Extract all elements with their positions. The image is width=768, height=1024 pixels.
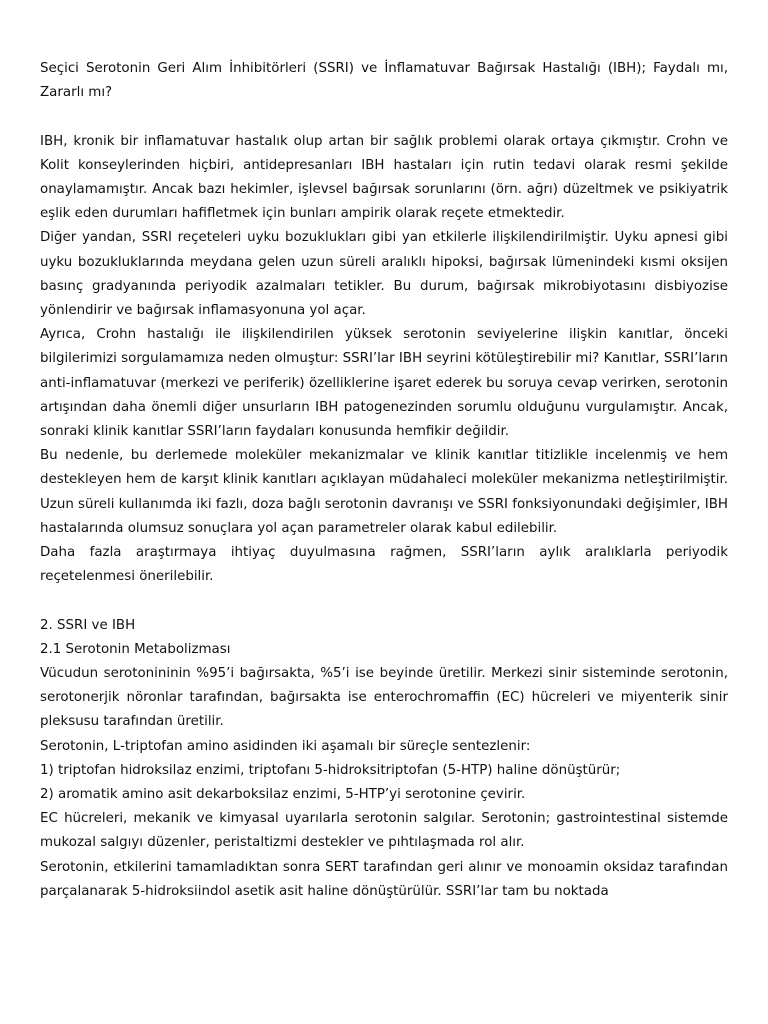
paragraph-body-4: Serotonin, etkilerini tamamladıktan sonra SERT tarafından geri alınır ve monoamin oksidaz tarafından parçalanarak 5-hidroksiindol asetik asit haline dönüştürülür. SSRI’lar tam bu noktada xyxy=(40,859,728,899)
paragraph-body-3: EC hücreleri, mekanik ve kimyasal uyarılarla serotonin salgılar. Serotonin; gastrointestinal sistemde mukozal salgıyı düzenler, peristaltizmi destekler ve pıhtılaşmada rol alır. xyxy=(40,811,728,851)
paragraph-body-2: Serotonin, L-triptofan amino asidinden iki aşamalı bir süreçle sentezlenir: xyxy=(40,738,531,754)
paragraph-intro-3: Ayrıca, Crohn hastalığı ile ilişkilendirilen yüksek serotonin seviyelerine ilişkin kanıtlar, önceki bilgilerimizi sorgulamamıza neden olmuştur: SSRI’lar IBH seyrini kötüleştirebilir mi? Kanıtlar, SSRI’ların anti-inflamatuvar (merkezi ve periferik) özelliklerine işaret ederek bu soruya cevap verirken, serotonin artışından daha önemli diğer unsurların IBH patogenezinden sorumlu olduğunu vurgulamıştır. Ancak, sonraki klinik kanıtlar SSRI’ların faydaları konusunda hemfikir değildir. xyxy=(40,327,728,440)
subsection-heading: 2.1 Serotonin Metabolizması xyxy=(40,641,231,657)
list-item-step-1: 1) triptofan hidroksilaz enzimi, triptofanı 5-hidroksitriptofan (5-HTP) haline dönüştürür; xyxy=(40,762,621,778)
paragraph-body-1: Vücudun serotonininin %95’i bağırsakta, %5’i ise beyinde üretilir. Merkezi sinir sisteminde serotonin, serotonerjik nöronlar tarafından, bağırsakta ise enterochromaffin (EC) hücreleri ve miyenterik sinir pleksusu tarafından üretilir. xyxy=(40,666,728,730)
paragraph-intro-2: Diğer yandan, SSRI reçeteleri uyku bozuklukları gibi yan etkilerle ilişkilendirilmiştir. Uyku apnesi gibi uyku bozukluklarında meydana gelen uzun süreli aralıklı hipoksi, bağırsak lümenindeki kısmi oksijen basınç gradyanında periyodik azalmaları tetikler. Bu durum, bağırsak mikrobiyotasını disbiyozise yönlendirir ve bağırsak inflamasyonuna yol açar. xyxy=(40,230,728,319)
spacer xyxy=(40,105,728,129)
spacer xyxy=(40,589,728,613)
paragraph-intro-4: Bu nedenle, bu derlemede moleküler mekanizmalar ve klinik kanıtlar titizlikle incelenmiş ve hem destekleyen hem de karşıt klinik kanıtları açıklayan müdahaleci moleküler mekanizma netleştirilmiştir. Uzun süreli kullanımda iki fazlı, doza bağlı serotonin davranışı ve SSRI fonksiyonundaki değişimler, IBH hastalarında olumsuz sonuçlara yol açan parametreler olarak kabul edilebilir. xyxy=(40,448,728,536)
document-title: Seçici Serotonin Geri Alım İnhibitörleri (SSRI) ve İnflamatuvar Bağırsak Hastalığı (IBH); Faydalı mı, Zararlı mı? xyxy=(40,61,728,101)
paragraph-intro-5: Daha fazla araştırmaya ihtiyaç duyulmasına rağmen, SSRI’ların aylık aralıklarla periyodik reçetelenmesi önerilebilir. xyxy=(40,545,728,585)
document-page xyxy=(40,57,728,904)
paragraph-intro-1: IBH, kronik bir inflamatuvar hastalık olup artan bir sağlık problemi olarak ortaya çıkmıştır. Crohn ve Kolit konseylerinden hiçbiri, antidepresanları IBH hastaları için rutin tedavi olarak resmi şekilde onaylamamıştır. Ancak bazı hekimler, işlevsel bağırsak sorunlarını (örn. ağrı) düzeltmek ve psikiyatrik eşlik eden durumları hafifletmek için bunları ampirik olarak reçete etmektedir. xyxy=(40,133,728,222)
section-heading: 2. SSRI ve IBH xyxy=(40,617,136,633)
list-item-step-2: 2) aromatik amino asit dekarboksilaz enzimi, 5-HTP’yi serotonine çevirir. xyxy=(40,787,526,803)
